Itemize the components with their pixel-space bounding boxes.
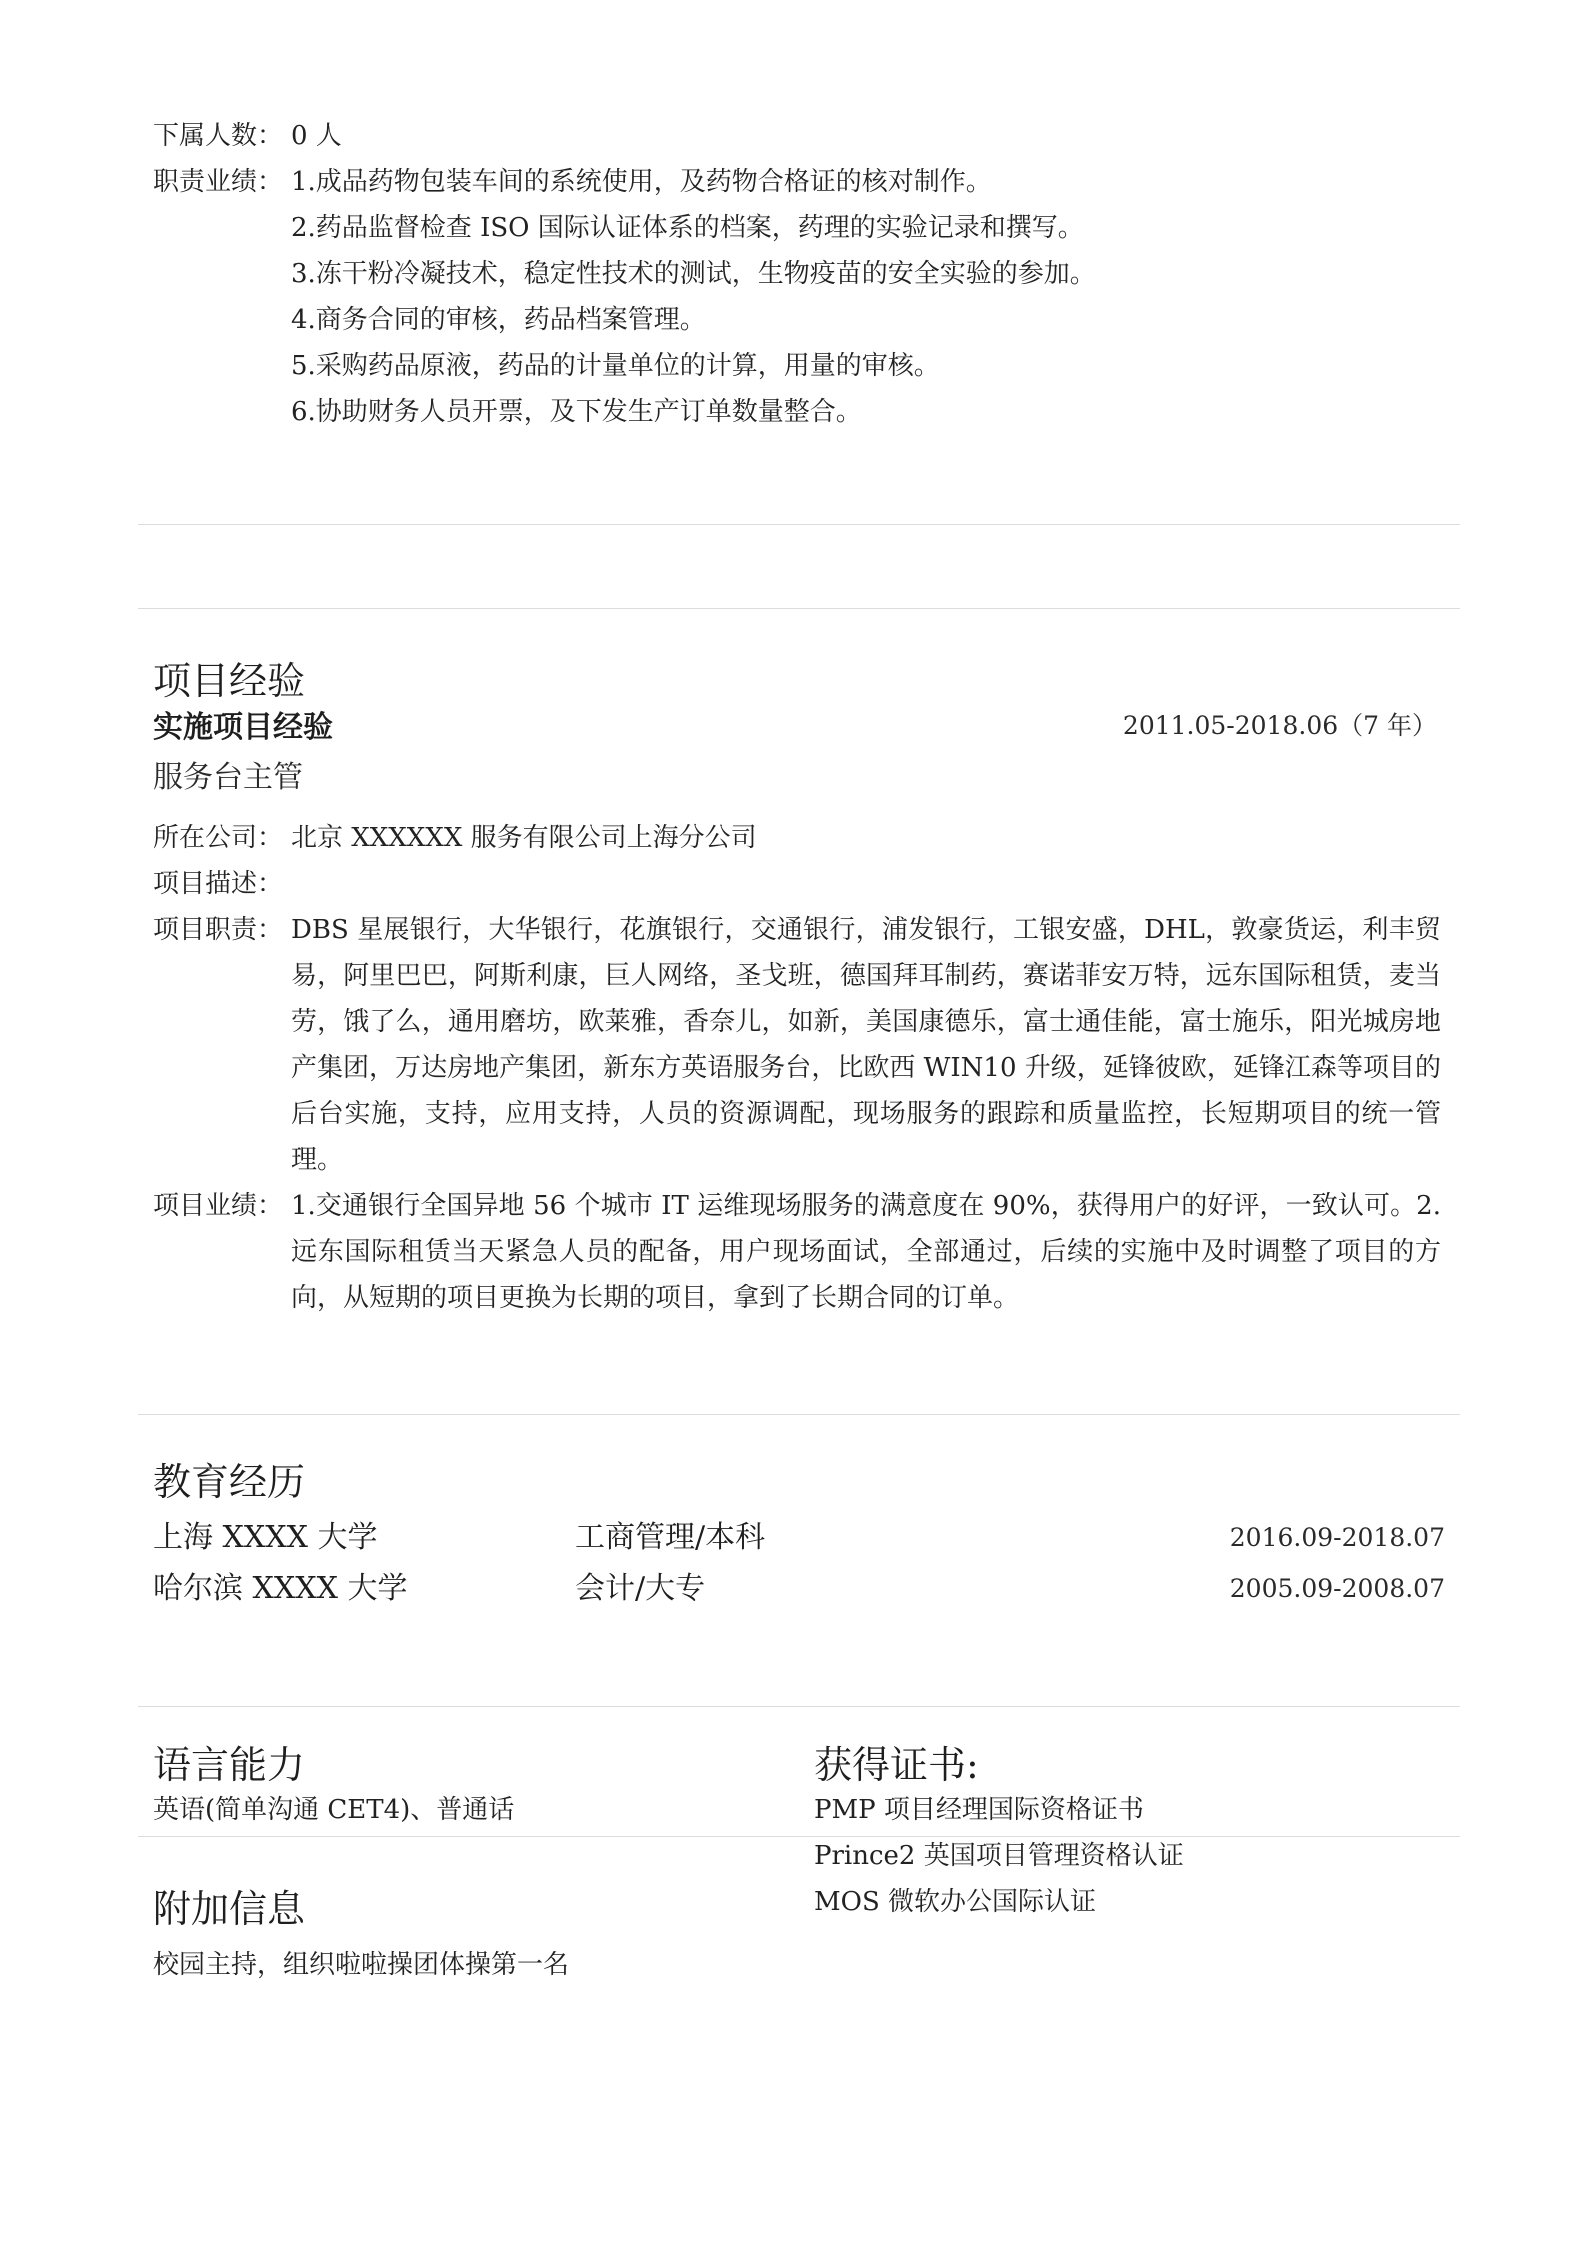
project-result-row [153, 1183, 1453, 1321]
project-name: 实施项目经验 [153, 710, 333, 745]
duties-list [291, 159, 1096, 435]
project-desc-label: 项目描述： [153, 869, 284, 899]
certificate-item: PMP 项目经理国际资格证书 [814, 1795, 1144, 1825]
project-company-label: 所在公司： [153, 823, 284, 853]
language-value: 英语(简单沟通 CET4)、普通话 [153, 1795, 515, 1825]
extra-section-title: 附加信息 [153, 1887, 306, 1931]
extra-value: 校园主持，组织啦啦操团体操第一名 [153, 1950, 570, 1980]
education-major: 会计/大专 [575, 1571, 706, 1606]
language-section-title: 语言能力 [153, 1743, 306, 1787]
divider [138, 1836, 1460, 1837]
education-date: 2016.09-2018.07 [1229, 1523, 1445, 1552]
project-date-range: 2011.05-2018.06（7 年） [1122, 711, 1437, 740]
subordinates-value: 0 人 [291, 121, 342, 151]
subordinates-label: 下属人数： [153, 121, 284, 151]
certificates-section-title: 获得证书: [814, 1743, 979, 1787]
duties-label: 职责业绩： [153, 167, 284, 197]
divider [138, 524, 1460, 525]
project-section-title: 项目经验 [153, 659, 306, 703]
divider [138, 608, 1460, 609]
education-date: 2005.09-2008.07 [1229, 1574, 1445, 1603]
project-result-label: 项目业绩： [153, 1191, 284, 1221]
duty-item: 3.冻干粉冷凝技术，稳定性技术的测试，生物疫苗的安全实验的参加。 [291, 259, 1096, 289]
project-company-row [153, 815, 757, 861]
project-company-value: 北京 XXXXXX 服务有限公司上海分公司 [291, 823, 757, 853]
subordinates-row [153, 113, 342, 159]
divider [138, 1706, 1460, 1707]
divider [138, 1414, 1460, 1415]
duty-item: 4.商务合同的审核，药品档案管理。 [291, 305, 706, 335]
project-duty-value: DBS 星展银行，大华银行，花旗银行，交通银行，浦发银行，工银安盛，DHL，敦豪货运，利丰贸易，阿里巴巴，阿斯利康，巨人网络，圣戈班，德国拜耳制药，赛诺菲安万特，远东国际租赁，麦当劳，饿了么，通用磨坊，欧莱雅，香奈儿，如新，美国康德乐，富士通佳能，富士施乐，阳光城房地产集团，万达房地产集团，新东方英语服务台，比欧西 WIN10 升级，延锋彼欧，延锋江森等项目的后台实施，支持，应用支持，人员的资源调配，现场服务的跟踪和质量监控，长短期项目的统一管理。 [291, 915, 1441, 1175]
duty-item: 5.采购药品原液，药品的计量单位的计算，用量的审核。 [291, 351, 940, 381]
duty-item: 1.成品药物包装车间的系统使用，及药物合格证的核对制作。 [291, 167, 992, 197]
education-school: 哈尔滨 XXXX 大学 [153, 1571, 408, 1606]
certificate-item: MOS 微软办公国际认证 [814, 1887, 1097, 1917]
duty-item: 6.协助财务人员开票，及下发生产订单数量整合。 [291, 397, 862, 427]
project-duty-label: 项目职责： [153, 915, 284, 945]
certificate-item: Prince2 英国项目管理资格认证 [814, 1841, 1184, 1871]
project-duty-row [153, 907, 1453, 1183]
education-school: 上海 XXXX 大学 [153, 1520, 378, 1555]
duties-row [153, 159, 1096, 435]
project-role: 服务台主管 [153, 760, 303, 795]
project-desc-row [153, 861, 291, 907]
project-result-value: 1.交通银行全国异地 56 个城市 IT 运维现场服务的满意度在 90%，获得用户的好评，一致认可。2.远东国际租赁当天紧急人员的配备，用户现场面试，全部通过，后续的实施中及时调整了项目的方向，从短期的项目更换为长期的项目，拿到了长期合同的订单。 [291, 1191, 1441, 1313]
education-major: 工商管理/本科 [575, 1520, 766, 1555]
education-section-title: 教育经历 [153, 1460, 306, 1504]
duty-item: 2.药品监督检查 ISO 国际认证体系的档案，药理的实验记录和撰写。 [291, 213, 1084, 243]
